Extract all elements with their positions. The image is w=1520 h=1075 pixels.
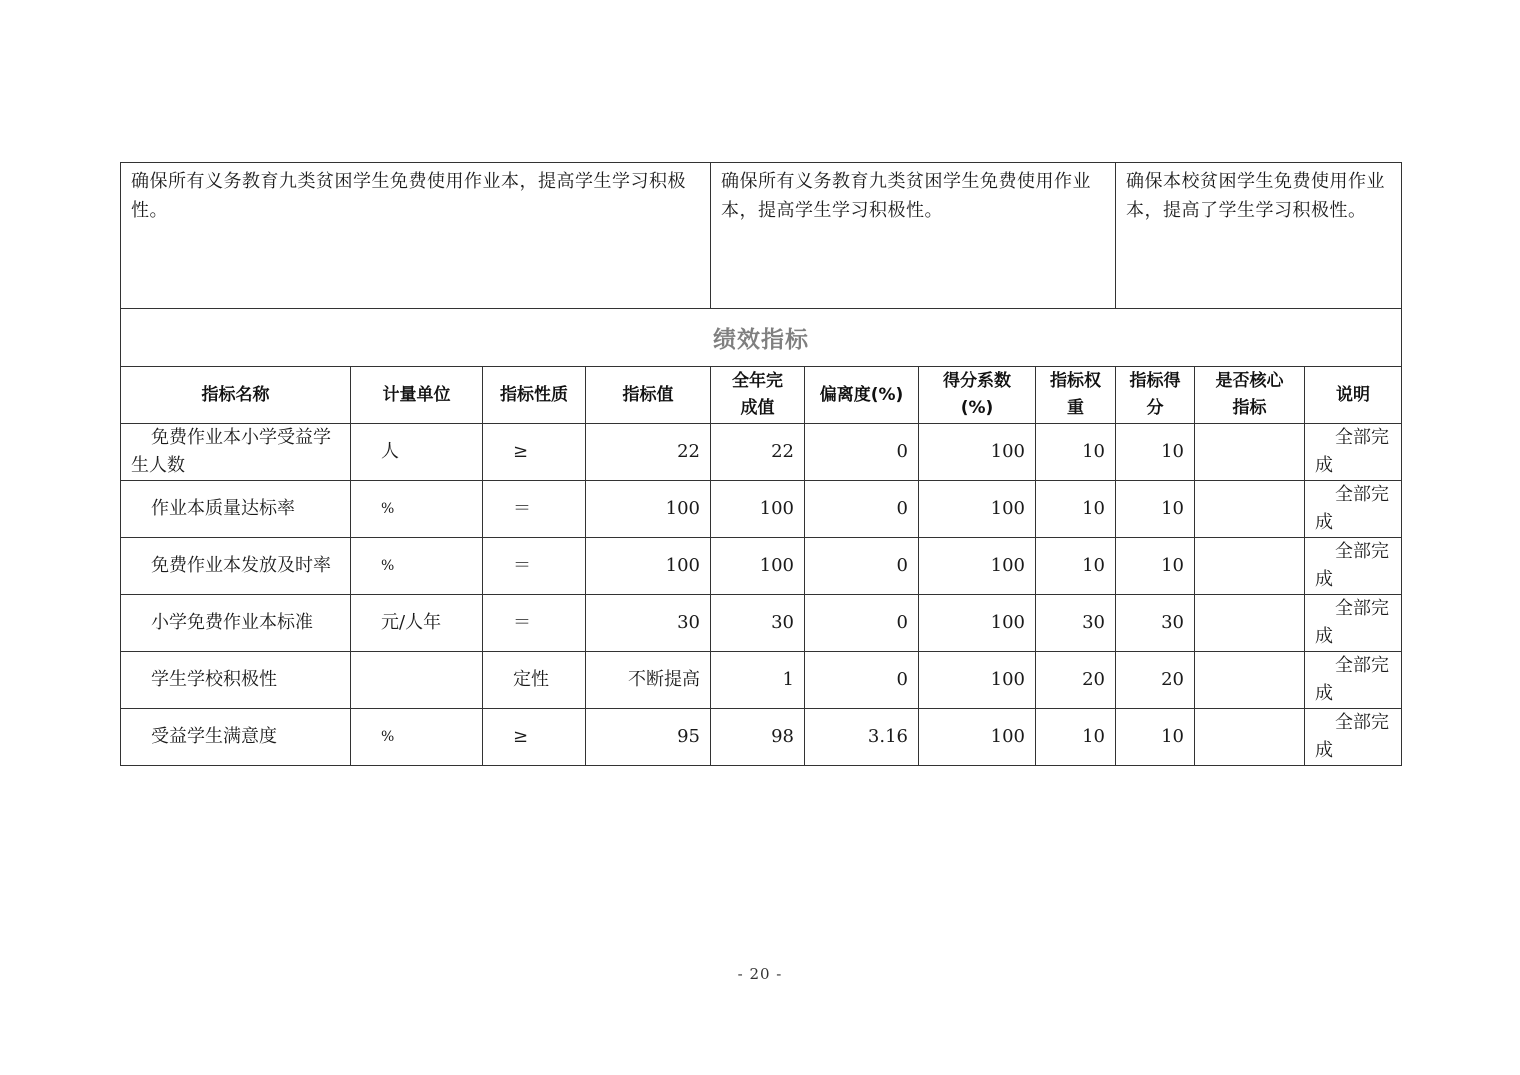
indicator-deviation: 0 xyxy=(805,595,919,652)
indicator-weight: 10 xyxy=(1036,424,1116,481)
header-row xyxy=(121,367,1402,424)
indicator-core xyxy=(1195,481,1305,538)
indicator-coefficient: 100 xyxy=(919,481,1036,538)
header-score-line1: 指标得 xyxy=(1129,371,1181,391)
indicator-coefficient: 100 xyxy=(919,709,1036,766)
table-row xyxy=(121,481,1402,538)
section-title: 绩效指标 xyxy=(121,309,1402,367)
page-number: - 20 - xyxy=(737,965,783,983)
table-row xyxy=(121,424,1402,481)
indicator-actual: 100 xyxy=(711,538,805,595)
indicator-nature: ＝ xyxy=(483,595,586,652)
indicator-nature: ＝ xyxy=(483,538,586,595)
goal-annual-target: 确保所有义务教育九类贫困学生免费使用作业本，提高学生学习积极性。 xyxy=(121,163,711,309)
header-weight-line1: 指标权 xyxy=(1050,371,1101,391)
indicator-weight: 10 xyxy=(1036,538,1116,595)
indicator-note: 全部完成 xyxy=(1305,424,1402,481)
indicator-score: 10 xyxy=(1116,424,1195,481)
header-actual xyxy=(711,367,805,424)
indicator-actual: 30 xyxy=(711,595,805,652)
header-actual-line1: 全年完 xyxy=(732,371,783,391)
goal-actual-completion: 确保所有义务教育九类贫困学生免费使用作业本，提高学生学习积极性。 xyxy=(711,163,1116,309)
indicator-nature: 定性 xyxy=(483,652,586,709)
indicator-unit: 人 xyxy=(351,424,483,481)
indicator-weight: 10 xyxy=(1036,481,1116,538)
goals-table xyxy=(120,162,1402,309)
indicator-core xyxy=(1195,652,1305,709)
table-row xyxy=(121,709,1402,766)
indicator-weight: 30 xyxy=(1036,595,1116,652)
indicator-name: 受益学生满意度 xyxy=(121,709,351,766)
section-title-row xyxy=(121,309,1402,367)
indicator-target: 30 xyxy=(586,595,711,652)
indicator-unit xyxy=(351,652,483,709)
indicator-target: 不断提高 xyxy=(586,652,711,709)
header-target: 指标值 xyxy=(586,367,711,424)
indicator-coefficient: 100 xyxy=(919,595,1036,652)
table-row xyxy=(121,595,1402,652)
goal-explanation: 确保本校贫困学生免费使用作业本，提高了学生学习积极性。 xyxy=(1116,163,1402,309)
indicator-actual: 22 xyxy=(711,424,805,481)
indicator-unit: % xyxy=(351,538,483,595)
indicator-target: 100 xyxy=(586,538,711,595)
indicator-name: 免费作业本小学受益学生人数 xyxy=(121,424,351,481)
indicator-score: 10 xyxy=(1116,538,1195,595)
indicator-note: 全部完成 xyxy=(1305,538,1402,595)
indicator-name: 学生学校积极性 xyxy=(121,652,351,709)
indicator-nature: ≥ xyxy=(483,709,586,766)
performance-table xyxy=(120,308,1402,766)
header-nature: 指标性质 xyxy=(483,367,586,424)
indicator-weight: 20 xyxy=(1036,652,1116,709)
indicator-actual: 98 xyxy=(711,709,805,766)
indicator-deviation: 0 xyxy=(805,481,919,538)
header-score xyxy=(1116,367,1195,424)
indicator-note: 全部完成 xyxy=(1305,652,1402,709)
indicator-note: 全部完成 xyxy=(1305,709,1402,766)
header-core xyxy=(1195,367,1305,424)
header-unit: 计量单位 xyxy=(351,367,483,424)
header-coefficient xyxy=(919,367,1036,424)
indicator-actual: 1 xyxy=(711,652,805,709)
indicator-unit: % xyxy=(351,481,483,538)
header-note: 说明 xyxy=(1305,367,1402,424)
indicator-target: 95 xyxy=(586,709,711,766)
indicator-unit: 元/人年 xyxy=(351,595,483,652)
header-weight-line2: 重 xyxy=(1067,398,1084,418)
indicator-deviation: 0 xyxy=(805,652,919,709)
indicator-deviation: 0 xyxy=(805,538,919,595)
table-row xyxy=(121,652,1402,709)
indicator-core xyxy=(1195,595,1305,652)
header-core-line1: 是否核心 xyxy=(1215,371,1284,391)
indicator-score: 20 xyxy=(1116,652,1195,709)
indicator-core xyxy=(1195,709,1305,766)
header-coefficient-line1: 得分系数 xyxy=(943,371,1011,391)
indicator-coefficient: 100 xyxy=(919,652,1036,709)
indicator-target: 22 xyxy=(586,424,711,481)
table-row xyxy=(121,538,1402,595)
indicator-score: 10 xyxy=(1116,709,1195,766)
indicator-coefficient: 100 xyxy=(919,424,1036,481)
header-deviation: 偏离度(%) xyxy=(805,367,919,424)
header-actual-line2: 成值 xyxy=(740,398,775,418)
indicator-actual: 100 xyxy=(711,481,805,538)
indicator-coefficient: 100 xyxy=(919,538,1036,595)
indicator-name: 作业本质量达标率 xyxy=(121,481,351,538)
indicator-note: 全部完成 xyxy=(1305,595,1402,652)
indicator-name: 免费作业本发放及时率 xyxy=(121,538,351,595)
indicator-nature: ＝ xyxy=(483,481,586,538)
indicator-nature: ≥ xyxy=(483,424,586,481)
goals-row xyxy=(121,163,1402,309)
header-score-line2: 分 xyxy=(1146,398,1164,418)
indicator-name: 小学免费作业本标准 xyxy=(121,595,351,652)
header-coefficient-line2: (%) xyxy=(960,398,994,418)
header-weight xyxy=(1036,367,1116,424)
indicator-deviation: 0 xyxy=(805,424,919,481)
indicator-deviation: 3.16 xyxy=(805,709,919,766)
indicator-core xyxy=(1195,538,1305,595)
indicator-score: 10 xyxy=(1116,481,1195,538)
header-name: 指标名称 xyxy=(121,367,351,424)
indicator-target: 100 xyxy=(586,481,711,538)
header-core-line2: 指标 xyxy=(1232,398,1267,418)
indicator-core xyxy=(1195,424,1305,481)
indicator-score: 30 xyxy=(1116,595,1195,652)
indicator-unit: % xyxy=(351,709,483,766)
indicator-weight: 10 xyxy=(1036,709,1116,766)
indicator-note: 全部完成 xyxy=(1305,481,1402,538)
